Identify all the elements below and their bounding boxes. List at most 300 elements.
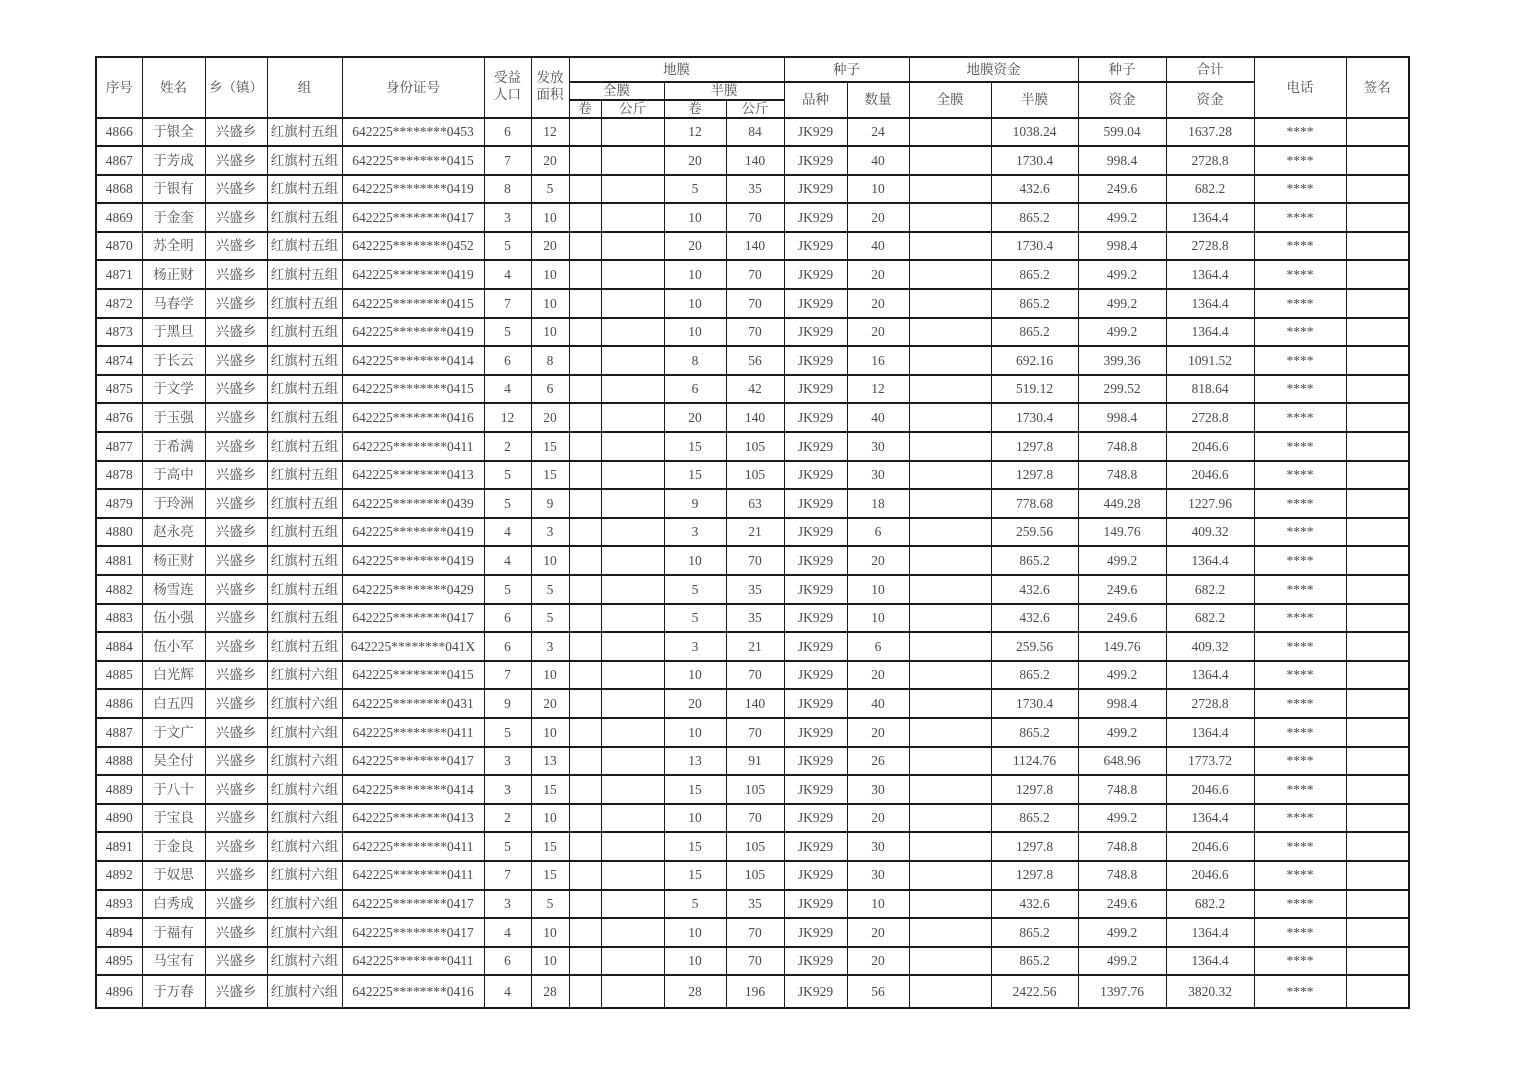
cell-phone: ****: [1254, 403, 1346, 432]
cell-id-number: 642225********0417: [342, 890, 484, 919]
cell-film-fund-full: [909, 203, 991, 232]
cell-id-number: 642225********0429: [342, 575, 484, 604]
cell-half-film-rolls: 15: [664, 832, 726, 861]
cell-seed-variety: JK929: [784, 146, 847, 175]
cell-film-fund-full: [909, 489, 991, 518]
cell-film-fund-full: [909, 375, 991, 404]
cell-beneficiary-population: 7: [484, 289, 531, 318]
cell-township: 兴盛乡: [205, 975, 267, 1008]
cell-beneficiary-population: 7: [484, 661, 531, 690]
cell-issued-area: 20: [531, 146, 569, 175]
cell-seed-quantity: 30: [847, 461, 909, 490]
cell-serial: 4876: [96, 403, 142, 432]
cell-beneficiary-population: 2: [484, 432, 531, 461]
cell-film-fund-full: [909, 890, 991, 919]
cell-full-film-rolls: [569, 546, 601, 575]
cell-phone: ****: [1254, 318, 1346, 347]
col-header-seed-quantity: 数量: [847, 82, 909, 118]
cell-film-fund-half: 1730.4: [991, 232, 1078, 261]
cell-seed-quantity: 12: [847, 375, 909, 404]
cell-half-film-kg: 70: [726, 203, 784, 232]
area-line2: 面积: [536, 87, 564, 103]
cell-seed-fund: 499.2: [1078, 804, 1166, 833]
cell-seed-fund: 648.96: [1078, 747, 1166, 776]
cell-issued-area: 10: [531, 804, 569, 833]
cell-issued-area: 10: [531, 203, 569, 232]
cell-signature: [1346, 232, 1409, 261]
cell-phone: ****: [1254, 918, 1346, 947]
cell-full-film-rolls: [569, 432, 601, 461]
cell-seed-variety: JK929: [784, 375, 847, 404]
cell-serial: 4868: [96, 175, 142, 204]
cell-half-film-kg: 35: [726, 575, 784, 604]
cell-film-fund-half: 519.12: [991, 375, 1078, 404]
cell-phone: ****: [1254, 146, 1346, 175]
cell-id-number: 642225********0452: [342, 232, 484, 261]
cell-total-fund: 1364.4: [1166, 203, 1254, 232]
cell-serial: 4883: [96, 604, 142, 633]
cell-full-film-rolls: [569, 518, 601, 547]
table-row: [96, 718, 1409, 747]
cell-half-film-rolls: 28: [664, 975, 726, 1008]
cell-signature: [1346, 661, 1409, 690]
cell-full-film-kg: [601, 260, 664, 289]
table-row: [96, 947, 1409, 976]
col-header-serial: 序号: [96, 57, 142, 118]
cell-township: 兴盛乡: [205, 489, 267, 518]
cell-signature: [1346, 747, 1409, 776]
cell-total-fund: 1364.4: [1166, 546, 1254, 575]
cell-full-film-rolls: [569, 318, 601, 347]
cell-seed-variety: JK929: [784, 575, 847, 604]
cell-film-fund-half: 865.2: [991, 718, 1078, 747]
cell-township: 兴盛乡: [205, 947, 267, 976]
cell-film-fund-full: [909, 975, 991, 1008]
cell-phone: ****: [1254, 804, 1346, 833]
cell-group: 红旗村五组: [267, 232, 342, 261]
cell-half-film-kg: 140: [726, 146, 784, 175]
cell-full-film-rolls: [569, 203, 601, 232]
cell-total-fund: 1364.4: [1166, 318, 1254, 347]
area-line1: 发放: [536, 70, 564, 86]
cell-full-film-kg: [601, 318, 664, 347]
cell-signature: [1346, 432, 1409, 461]
cell-phone: ****: [1254, 890, 1346, 919]
cell-seed-quantity: 20: [847, 318, 909, 347]
cell-film-fund-half: 1297.8: [991, 832, 1078, 861]
cell-serial: 4889: [96, 775, 142, 804]
cell-seed-variety: JK929: [784, 918, 847, 947]
cell-seed-quantity: 10: [847, 890, 909, 919]
cell-full-film-kg: [601, 718, 664, 747]
cell-film-fund-half: 1297.8: [991, 461, 1078, 490]
cell-full-film-kg: [601, 546, 664, 575]
cell-issued-area: 6: [531, 375, 569, 404]
cell-seed-quantity: 10: [847, 175, 909, 204]
cell-half-film-rolls: 10: [664, 318, 726, 347]
cell-beneficiary-population: 4: [484, 375, 531, 404]
cell-group: 红旗村六组: [267, 747, 342, 776]
cell-half-film-rolls: 5: [664, 175, 726, 204]
cell-film-fund-half: 692.16: [991, 346, 1078, 375]
cell-signature: [1346, 575, 1409, 604]
cell-seed-fund: 998.4: [1078, 689, 1166, 718]
cell-film-fund-half: 778.68: [991, 489, 1078, 518]
cell-half-film-kg: 63: [726, 489, 784, 518]
cell-issued-area: 10: [531, 260, 569, 289]
cell-seed-fund: 149.76: [1078, 632, 1166, 661]
cell-issued-area: 10: [531, 289, 569, 318]
cell-seed-quantity: 20: [847, 947, 909, 976]
cell-signature: [1346, 861, 1409, 890]
cell-half-film-rolls: 3: [664, 518, 726, 547]
cell-beneficiary-population: 7: [484, 146, 531, 175]
cell-beneficiary-population: 8: [484, 175, 531, 204]
cell-township: 兴盛乡: [205, 575, 267, 604]
cell-film-fund-half: 865.2: [991, 289, 1078, 318]
cell-full-film-kg: [601, 403, 664, 432]
cell-group: 红旗村六组: [267, 947, 342, 976]
cell-half-film-rolls: 15: [664, 432, 726, 461]
table-row: [96, 775, 1409, 804]
cell-seed-fund: 299.52: [1078, 375, 1166, 404]
cell-full-film-rolls: [569, 489, 601, 518]
table-row: [96, 203, 1409, 232]
cell-half-film-kg: 21: [726, 518, 784, 547]
cell-group: 红旗村五组: [267, 461, 342, 490]
cell-total-fund: 409.32: [1166, 632, 1254, 661]
col-header-total-fund-top: 合计: [1166, 57, 1254, 82]
cell-seed-fund: 499.2: [1078, 661, 1166, 690]
cell-half-film-kg: 35: [726, 890, 784, 919]
cell-film-fund-full: [909, 518, 991, 547]
cell-group: 红旗村六组: [267, 890, 342, 919]
cell-seed-quantity: 6: [847, 632, 909, 661]
col-group-header-film-fund: 地膜资金: [909, 57, 1078, 82]
cell-name: 杨正财: [142, 260, 205, 289]
cell-film-fund-full: [909, 947, 991, 976]
cell-id-number: 642225********0414: [342, 775, 484, 804]
cell-film-fund-full: [909, 461, 991, 490]
col-header-half-film-rolls: 卷: [664, 100, 726, 118]
cell-seed-quantity: 30: [847, 432, 909, 461]
cell-phone: ****: [1254, 947, 1346, 976]
cell-beneficiary-population: 5: [484, 718, 531, 747]
cell-total-fund: 3820.32: [1166, 975, 1254, 1008]
cell-seed-quantity: 40: [847, 689, 909, 718]
cell-township: 兴盛乡: [205, 546, 267, 575]
cell-serial: 4867: [96, 146, 142, 175]
cell-seed-quantity: 40: [847, 403, 909, 432]
cell-issued-area: 3: [531, 518, 569, 547]
cell-group: 红旗村五组: [267, 546, 342, 575]
cell-beneficiary-population: 12: [484, 403, 531, 432]
cell-seed-fund: 998.4: [1078, 403, 1166, 432]
cell-full-film-kg: [601, 861, 664, 890]
cell-total-fund: 818.64: [1166, 375, 1254, 404]
cell-township: 兴盛乡: [205, 432, 267, 461]
cell-total-fund: 682.2: [1166, 175, 1254, 204]
cell-id-number: 642225********0411: [342, 718, 484, 747]
cell-half-film-rolls: 8: [664, 346, 726, 375]
cell-name: 白五四: [142, 689, 205, 718]
cell-id-number: 642225********0415: [342, 289, 484, 318]
cell-group: 红旗村五组: [267, 403, 342, 432]
cell-seed-fund: 499.2: [1078, 318, 1166, 347]
cell-group: 红旗村六组: [267, 861, 342, 890]
cell-full-film-rolls: [569, 232, 601, 261]
col-header-film-fund-half: 半膜: [991, 82, 1078, 118]
cell-film-fund-full: [909, 775, 991, 804]
cell-serial: 4871: [96, 260, 142, 289]
cell-phone: ****: [1254, 632, 1346, 661]
cell-township: 兴盛乡: [205, 518, 267, 547]
cell-name: 马宝有: [142, 947, 205, 976]
cell-film-fund-half: 865.2: [991, 546, 1078, 575]
cell-total-fund: 2728.8: [1166, 146, 1254, 175]
cell-seed-fund: 449.28: [1078, 489, 1166, 518]
cell-seed-variety: JK929: [784, 975, 847, 1008]
beneficiary-line1: 受益: [494, 70, 521, 86]
cell-name: 于长云: [142, 346, 205, 375]
cell-township: 兴盛乡: [205, 203, 267, 232]
cell-seed-variety: JK929: [784, 318, 847, 347]
cell-signature: [1346, 461, 1409, 490]
cell-half-film-rolls: 5: [664, 604, 726, 633]
cell-total-fund: 1364.4: [1166, 804, 1254, 833]
cell-township: 兴盛乡: [205, 861, 267, 890]
cell-issued-area: 9: [531, 489, 569, 518]
cell-beneficiary-population: 6: [484, 632, 531, 661]
cell-full-film-kg: [601, 575, 664, 604]
cell-total-fund: 1637.28: [1166, 118, 1254, 147]
cell-film-fund-full: [909, 804, 991, 833]
cell-full-film-kg: [601, 890, 664, 919]
cell-seed-variety: JK929: [784, 175, 847, 204]
cell-issued-area: 10: [531, 947, 569, 976]
col-header-name: 姓名: [142, 57, 205, 118]
cell-group: 红旗村五组: [267, 175, 342, 204]
cell-full-film-kg: [601, 375, 664, 404]
cell-id-number: 642225********0417: [342, 203, 484, 232]
col-header-seed-fund-top: 种子: [1078, 57, 1166, 82]
cell-seed-variety: JK929: [784, 203, 847, 232]
cell-half-film-kg: 70: [726, 289, 784, 318]
cell-seed-quantity: 20: [847, 260, 909, 289]
cell-seed-quantity: 26: [847, 747, 909, 776]
cell-seed-variety: JK929: [784, 661, 847, 690]
cell-serial: 4894: [96, 918, 142, 947]
cell-signature: [1346, 318, 1409, 347]
cell-id-number: 642225********0413: [342, 804, 484, 833]
col-header-half-film-kg: 公斤: [726, 100, 784, 118]
cell-seed-fund: 1397.76: [1078, 975, 1166, 1008]
cell-signature: [1346, 346, 1409, 375]
cell-half-film-kg: 35: [726, 604, 784, 633]
cell-beneficiary-population: 5: [484, 461, 531, 490]
cell-seed-variety: JK929: [784, 118, 847, 147]
cell-seed-variety: JK929: [784, 232, 847, 261]
cell-full-film-rolls: [569, 661, 601, 690]
cell-issued-area: 15: [531, 861, 569, 890]
cell-serial: 4886: [96, 689, 142, 718]
cell-full-film-rolls: [569, 775, 601, 804]
cell-group: 红旗村五组: [267, 518, 342, 547]
cell-phone: ****: [1254, 689, 1346, 718]
cell-seed-variety: JK929: [784, 947, 847, 976]
cell-seed-fund: 249.6: [1078, 604, 1166, 633]
cell-phone: ****: [1254, 975, 1346, 1008]
cell-issued-area: 10: [531, 546, 569, 575]
cell-id-number: 642225********0431: [342, 689, 484, 718]
cell-seed-quantity: 24: [847, 118, 909, 147]
cell-half-film-rolls: 20: [664, 403, 726, 432]
cell-serial: 4888: [96, 747, 142, 776]
cell-signature: [1346, 632, 1409, 661]
cell-film-fund-half: 2422.56: [991, 975, 1078, 1008]
cell-full-film-rolls: [569, 947, 601, 976]
cell-beneficiary-population: 6: [484, 346, 531, 375]
table-row: [96, 747, 1409, 776]
cell-serial: 4877: [96, 432, 142, 461]
cell-name: 赵永亮: [142, 518, 205, 547]
cell-full-film-rolls: [569, 175, 601, 204]
cell-signature: [1346, 260, 1409, 289]
cell-group: 红旗村六组: [267, 661, 342, 690]
cell-name: 于文学: [142, 375, 205, 404]
table-row: [96, 575, 1409, 604]
cell-serial: 4896: [96, 975, 142, 1008]
cell-film-fund-full: [909, 689, 991, 718]
cell-issued-area: 20: [531, 403, 569, 432]
cell-seed-fund: 998.4: [1078, 232, 1166, 261]
cell-township: 兴盛乡: [205, 403, 267, 432]
cell-half-film-kg: 105: [726, 832, 784, 861]
cell-seed-variety: JK929: [784, 432, 847, 461]
cell-seed-fund: 748.8: [1078, 461, 1166, 490]
cell-film-fund-full: [909, 146, 991, 175]
cell-signature: [1346, 289, 1409, 318]
cell-full-film-rolls: [569, 718, 601, 747]
cell-beneficiary-population: 3: [484, 775, 531, 804]
cell-film-fund-half: 259.56: [991, 632, 1078, 661]
cell-full-film-kg: [601, 775, 664, 804]
cell-township: 兴盛乡: [205, 718, 267, 747]
cell-name: 伍小强: [142, 604, 205, 633]
cell-serial: 4881: [96, 546, 142, 575]
cell-film-fund-half: 1730.4: [991, 403, 1078, 432]
cell-serial: 4869: [96, 203, 142, 232]
cell-film-fund-full: [909, 632, 991, 661]
cell-seed-variety: JK929: [784, 489, 847, 518]
cell-issued-area: 10: [531, 918, 569, 947]
cell-half-film-kg: 70: [726, 546, 784, 575]
cell-film-fund-full: [909, 747, 991, 776]
cell-full-film-rolls: [569, 890, 601, 919]
cell-signature: [1346, 890, 1409, 919]
cell-id-number: 642225********0415: [342, 661, 484, 690]
cell-issued-area: 5: [531, 575, 569, 604]
col-header-id-number: 身份证号: [342, 57, 484, 118]
cell-group: 红旗村六组: [267, 832, 342, 861]
cell-name: 于玲洲: [142, 489, 205, 518]
cell-issued-area: 10: [531, 718, 569, 747]
cell-id-number: 642225********0417: [342, 918, 484, 947]
cell-half-film-kg: 56: [726, 346, 784, 375]
cell-name: 于奴思: [142, 861, 205, 890]
cell-phone: ****: [1254, 175, 1346, 204]
cell-id-number: 642225********0411: [342, 432, 484, 461]
cell-total-fund: 1364.4: [1166, 947, 1254, 976]
cell-full-film-rolls: [569, 861, 601, 890]
cell-group: 红旗村五组: [267, 289, 342, 318]
cell-total-fund: 2046.6: [1166, 775, 1254, 804]
cell-total-fund: 1364.4: [1166, 289, 1254, 318]
cell-phone: ****: [1254, 375, 1346, 404]
cell-issued-area: 20: [531, 689, 569, 718]
cell-group: 红旗村五组: [267, 118, 342, 147]
cell-serial: 4892: [96, 861, 142, 890]
cell-seed-fund: 499.2: [1078, 203, 1166, 232]
cell-name: 杨雪连: [142, 575, 205, 604]
cell-seed-quantity: 20: [847, 203, 909, 232]
cell-seed-fund: 748.8: [1078, 861, 1166, 890]
cell-signature: [1346, 203, 1409, 232]
cell-serial: 4895: [96, 947, 142, 976]
cell-signature: [1346, 975, 1409, 1008]
cell-name: 于玉强: [142, 403, 205, 432]
cell-id-number: 642225********0416: [342, 403, 484, 432]
cell-name: 白秀成: [142, 890, 205, 919]
cell-township: 兴盛乡: [205, 804, 267, 833]
cell-seed-quantity: 30: [847, 775, 909, 804]
cell-issued-area: 5: [531, 175, 569, 204]
col-header-group: 组: [267, 57, 342, 118]
cell-film-fund-half: 432.6: [991, 575, 1078, 604]
cell-id-number: 642225********0411: [342, 861, 484, 890]
cell-half-film-rolls: 10: [664, 546, 726, 575]
cell-full-film-kg: [601, 489, 664, 518]
table-row: [96, 260, 1409, 289]
cell-beneficiary-population: 2: [484, 804, 531, 833]
cell-half-film-rolls: 10: [664, 718, 726, 747]
cell-beneficiary-population: 6: [484, 604, 531, 633]
cell-seed-fund: 499.2: [1078, 918, 1166, 947]
cell-name: 于芳成: [142, 146, 205, 175]
table-row: [96, 232, 1409, 261]
cell-film-fund-half: 1124.76: [991, 747, 1078, 776]
col-header-seed-fund-bottom: 资金: [1078, 82, 1166, 118]
cell-township: 兴盛乡: [205, 890, 267, 919]
cell-full-film-rolls: [569, 975, 601, 1008]
cell-film-fund-full: [909, 832, 991, 861]
cell-name: 杨正财: [142, 546, 205, 575]
cell-signature: [1346, 375, 1409, 404]
cell-group: 红旗村五组: [267, 375, 342, 404]
cell-serial: 4882: [96, 575, 142, 604]
cell-film-fund-half: 865.2: [991, 918, 1078, 947]
cell-name: 于宝良: [142, 804, 205, 833]
cell-issued-area: 12: [531, 118, 569, 147]
cell-id-number: 642225********0415: [342, 375, 484, 404]
table-row: [96, 432, 1409, 461]
cell-total-fund: 2728.8: [1166, 232, 1254, 261]
cell-issued-area: 5: [531, 890, 569, 919]
cell-group: 红旗村五组: [267, 260, 342, 289]
cell-half-film-kg: 105: [726, 461, 784, 490]
cell-id-number: 642225********0413: [342, 461, 484, 490]
col-header-total-fund-bottom: 资金: [1166, 82, 1254, 118]
